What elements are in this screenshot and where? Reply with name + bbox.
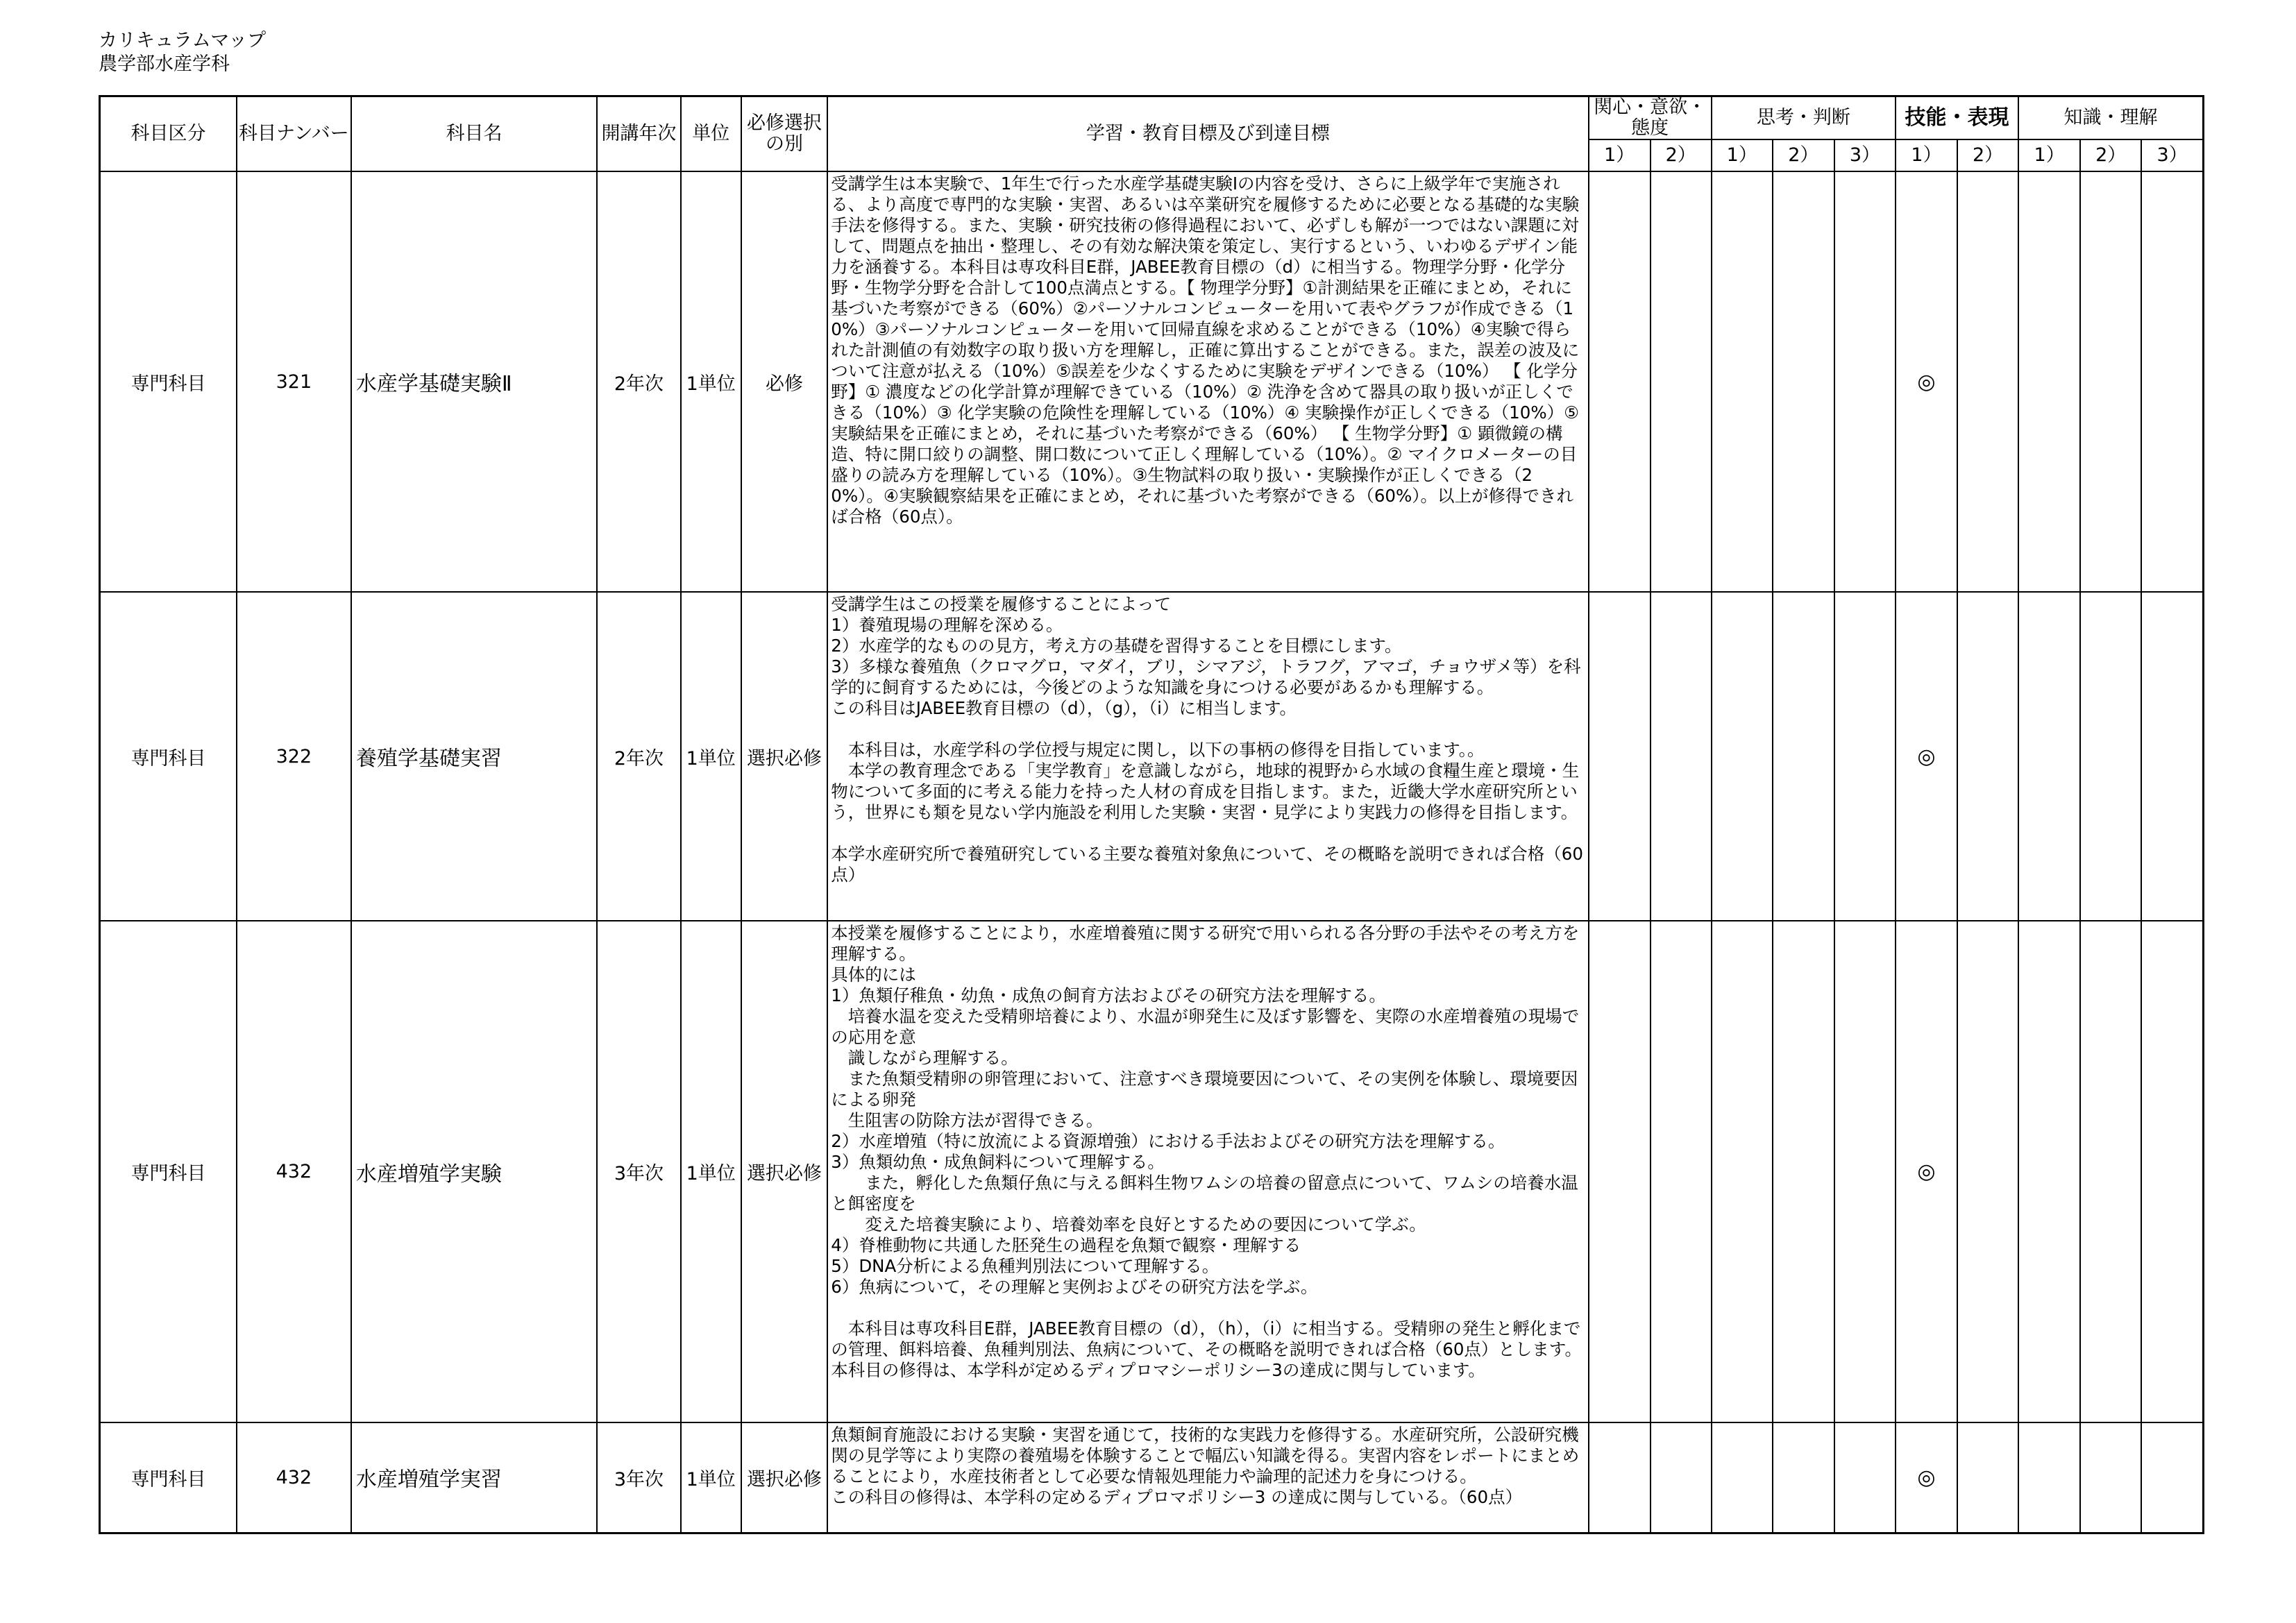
header-sub-knowledge-3: 3） [2141,139,2203,171]
header-goals: 学習・教育目標及び到達目標 [827,96,1588,172]
table-row [100,1422,2204,1533]
cell-thinking-1 [1712,1422,1773,1533]
cell-knowledge-2 [2080,171,2141,592]
table-row [100,592,2204,921]
cell-thinking-3 [1834,171,1896,592]
row-goal-text: 魚類飼育施設における実験・実習を通じて，技術的な実践力を修得する。水産研究所，公設研究機関の見学等により実際の養殖場を体験することで幅広い知識を得る。実習内容をレポートにまとめることにより，水産技術者として必要な情報処理能力や論理的記述力を身につける。 この科目の修得は、本学科の定めるディプロマポリシー3 の達成に関与している。（60点） [827,1422,1588,1533]
cell-interest-1 [1589,921,1651,1422]
row-required: 選択必修 [741,592,828,921]
header-sub-interest-2: 2） [1651,139,1712,171]
row-year: 2年次 [597,171,680,592]
row-number: 432 [237,921,351,1422]
cell-interest-1 [1589,171,1651,592]
header-name: 科目名 [351,96,597,172]
cell-interest-2 [1651,921,1712,1422]
header-group-interest: 関心・意欲・態度 [1589,96,1712,140]
cell-interest-2 [1651,1422,1712,1533]
row-goal-text: 受講学生は本実験で、1年生で行った水産学基礎実験Ⅰの内容を受け、さらに上級学年で実施される、より高度で専門的な実験・実習、あるいは卒業研究を履修するために必要となる基礎的な実験手法を修得する。また、実験・研究技術の修得過程において、必ずしも解が一つではない課題に対して、問題点を抽出・整理し、その有効な解決策を策定し、実行するという、いわゆるデザイン能力を涵養する。本科目は専攻科目E群，JABEE教育目標の（d）に相当する。物理学分野・化学分野・生物学分野を合計して100点満点とする。【 物理学分野】①計測結果を正確にまとめ，それに基づいた考察ができる（60%）②パーソナルコンピューターを用いて表やグラフが作成できる（10%）③パーソナルコンピューターを用いて回帰直線を求めることができる（10%）④実験で得られた計測値の有効数字の取り扱い方を理解し，正確に算出することができる。また，誤差の波及について注意が払える（10%）⑤誤差を少なくするために実験をデザインできる（10%） 【 化学分野】① 濃度などの化学計算が理解できている（10%）② 洗浄を含めて器具の取り扱いが正しくできる（10%）③ 化学実験の危険性を理解している（10%）④ 実験操作が正しくできる（10%）⑤ 実験結果を正確にまとめ，それに基づいた考察ができる（60%） 【 生物学分野】① 顕微鏡の構造、特に開口絞りの調整、開口数について正しく理解している（10%）。② マイクロメーターの目盛りの読み方を理解している（10%）。③生物試料の取り扱い・実験操作が正しくできる（20%）。④実験観察結果を正確にまとめ，それに基づいた考察ができる（60%）。以上が修得できれば合格（60点）。 [827,171,1588,592]
document-title: カリキュラムマップ [99,30,267,51]
row-units: 1単位 [681,1422,741,1533]
cell-skill-2 [1957,592,2018,921]
cell-skill-1-mark: ◎ [1896,921,1957,1422]
header-group-skill: 技能・表現 [1896,96,2018,140]
cell-knowledge-1 [2018,171,2080,592]
row-number: 322 [237,592,351,921]
row-number: 321 [237,171,351,592]
cell-thinking-1 [1712,592,1773,921]
row-goal-text: 本授業を履修することにより，水産増養殖に関する研究で用いられる各分野の手法やその考え方を理解する。 具体的には 1）魚類仔稚魚・幼魚・成魚の飼育方法およびその研究方法を理解する。 培養水温を変えた受精卵培養により、水温が卵発生に及ぼす影響を、実際の水産増養殖の現場での応用を意 識しながら理解する。 また魚類受精卵の卵管理において、注意すべき環境要因について、その実例を体験し、環境要因による卵発 生阻害の防除方法が習得できる。 2）水産増殖（特に放流による資源増強）における手法およびその研究方法を理解する。 3）魚類幼魚・成魚飼料について理解する。 また，孵化した魚類仔魚に与える餌料生物ワムシの培養の留意点について、ワムシの培養水温と餌密度を 変えた培養実験により、培養効率を良好とするための要因について学ぶ。 4）脊椎動物に共通した胚発生の過程を魚類で観察・理解する 5）DNA分析による魚種判別法について理解する。 6）魚病について，その理解と実例およびその研究方法を学ぶ。 本科目は専攻科目E群，JABEE教育目標の（d），（h），（i）に相当する。受精卵の発生と孵化までの管理、餌料培養、魚種判別法、魚病について、その概略を説明できれば合格（60点）とします。本科目の修得は、本学科が定めるディプロマシーポリシー3の達成に関与しています。 [827,921,1588,1422]
cell-interest-2 [1651,171,1712,592]
row-category: 専門科目 [100,592,237,921]
cell-skill-1-mark: ◎ [1896,592,1957,921]
row-year: 2年次 [597,592,680,921]
cell-knowledge-3 [2141,592,2203,921]
cell-knowledge-1 [2018,921,2080,1422]
row-required: 必修 [741,171,828,592]
row-category: 専門科目 [100,921,237,1422]
cell-knowledge-2 [2080,1422,2141,1533]
cell-skill-1-mark: ◎ [1896,171,1957,592]
cell-knowledge-2 [2080,592,2141,921]
header-category: 科目区分 [100,96,237,172]
cell-knowledge-1 [2018,1422,2080,1533]
cell-thinking-3 [1834,1422,1896,1533]
cell-knowledge-3 [2141,1422,2203,1533]
row-units: 1単位 [681,171,741,592]
row-year: 3年次 [597,921,680,1422]
row-required: 選択必修 [741,921,828,1422]
cell-thinking-2 [1773,1422,1834,1533]
cell-thinking-1 [1712,921,1773,1422]
cell-knowledge-3 [2141,921,2203,1422]
row-year: 3年次 [597,1422,680,1533]
header-sub-thinking-2: 2） [1773,139,1834,171]
header-required: 必修選択の別 [741,96,828,172]
row-course-name: 養殖学基礎実習 [351,592,597,921]
header-sub-interest-1: 1） [1589,139,1651,171]
row-goal-text: 受講学生はこの授業を履修することによって 1）養殖現場の理解を深める。 2）水産学的なものの見方，考え方の基礎を習得することを目標にします。 3）多様な養殖魚（クロマグロ，マダイ，ブリ，シマアジ，トラフグ，アマゴ，チョウザメ等）を科学的に飼育するためには，今後どのような知識を身につける必要があるかも理解する。 この科目はJABEE教育目標の（d），（g），（i）に相当します。 本科目は，水産学科の学位授与規定に関し，以下の事柄の修得を目指しています。。 本学の教育理念である「実学教育」を意識しながら，地球的視野から水域の食糧生産と環境・生物について多面的に考える能力を持った人材の育成を目指します。また，近畿大学水産研究所という，世界にも類を見ない学内施設を利用した実験・実習・見学により実践力の修得を目指します。 本学水産研究所で養殖研究している主要な養殖対象魚について、その概略を説明できれば合格（60点） [827,592,1588,921]
cell-skill-2 [1957,921,2018,1422]
header-sub-knowledge-1: 1） [2018,139,2080,171]
document-subtitle: 農学部水産学科 [99,53,230,75]
header-number: 科目ナンバー [237,96,351,172]
header-year: 開講年次 [597,96,680,172]
document-header [99,29,266,76]
cell-thinking-1 [1712,171,1773,592]
header-sub-skill-2: 2） [1957,139,2018,171]
header-group-knowledge: 知識・理解 [2018,96,2203,140]
cell-thinking-2 [1773,592,1834,921]
header-sub-knowledge-2: 2） [2080,139,2141,171]
header-units: 単位 [681,96,741,172]
row-units: 1単位 [681,921,741,1422]
row-number: 432 [237,1422,351,1533]
row-required: 選択必修 [741,1422,828,1533]
row-category: 専門科目 [100,171,237,592]
row-course-name: 水産学基礎実験Ⅱ [351,171,597,592]
cell-interest-1 [1589,1422,1651,1533]
cell-knowledge-2 [2080,921,2141,1422]
cell-skill-1-mark: ◎ [1896,1422,1957,1533]
row-category: 専門科目 [100,1422,237,1533]
cell-interest-1 [1589,592,1651,921]
curriculum-map-table [99,95,2204,1534]
header-group-thinking: 思考・判断 [1712,96,1896,140]
cell-knowledge-1 [2018,592,2080,921]
row-course-name: 水産増殖学実習 [351,1422,597,1533]
table-row [100,171,2204,592]
cell-knowledge-3 [2141,171,2203,592]
table-row [100,921,2204,1422]
cell-interest-2 [1651,592,1712,921]
cell-thinking-3 [1834,592,1896,921]
header-sub-thinking-1: 1） [1712,139,1773,171]
cell-skill-2 [1957,171,2018,592]
cell-thinking-2 [1773,171,1834,592]
row-course-name: 水産増殖学実験 [351,921,597,1422]
header-sub-thinking-3: 3） [1834,139,1896,171]
header-sub-skill-1: 1） [1896,139,1957,171]
cell-thinking-3 [1834,921,1896,1422]
row-units: 1単位 [681,592,741,921]
cell-thinking-2 [1773,921,1834,1422]
cell-skill-2 [1957,1422,2018,1533]
